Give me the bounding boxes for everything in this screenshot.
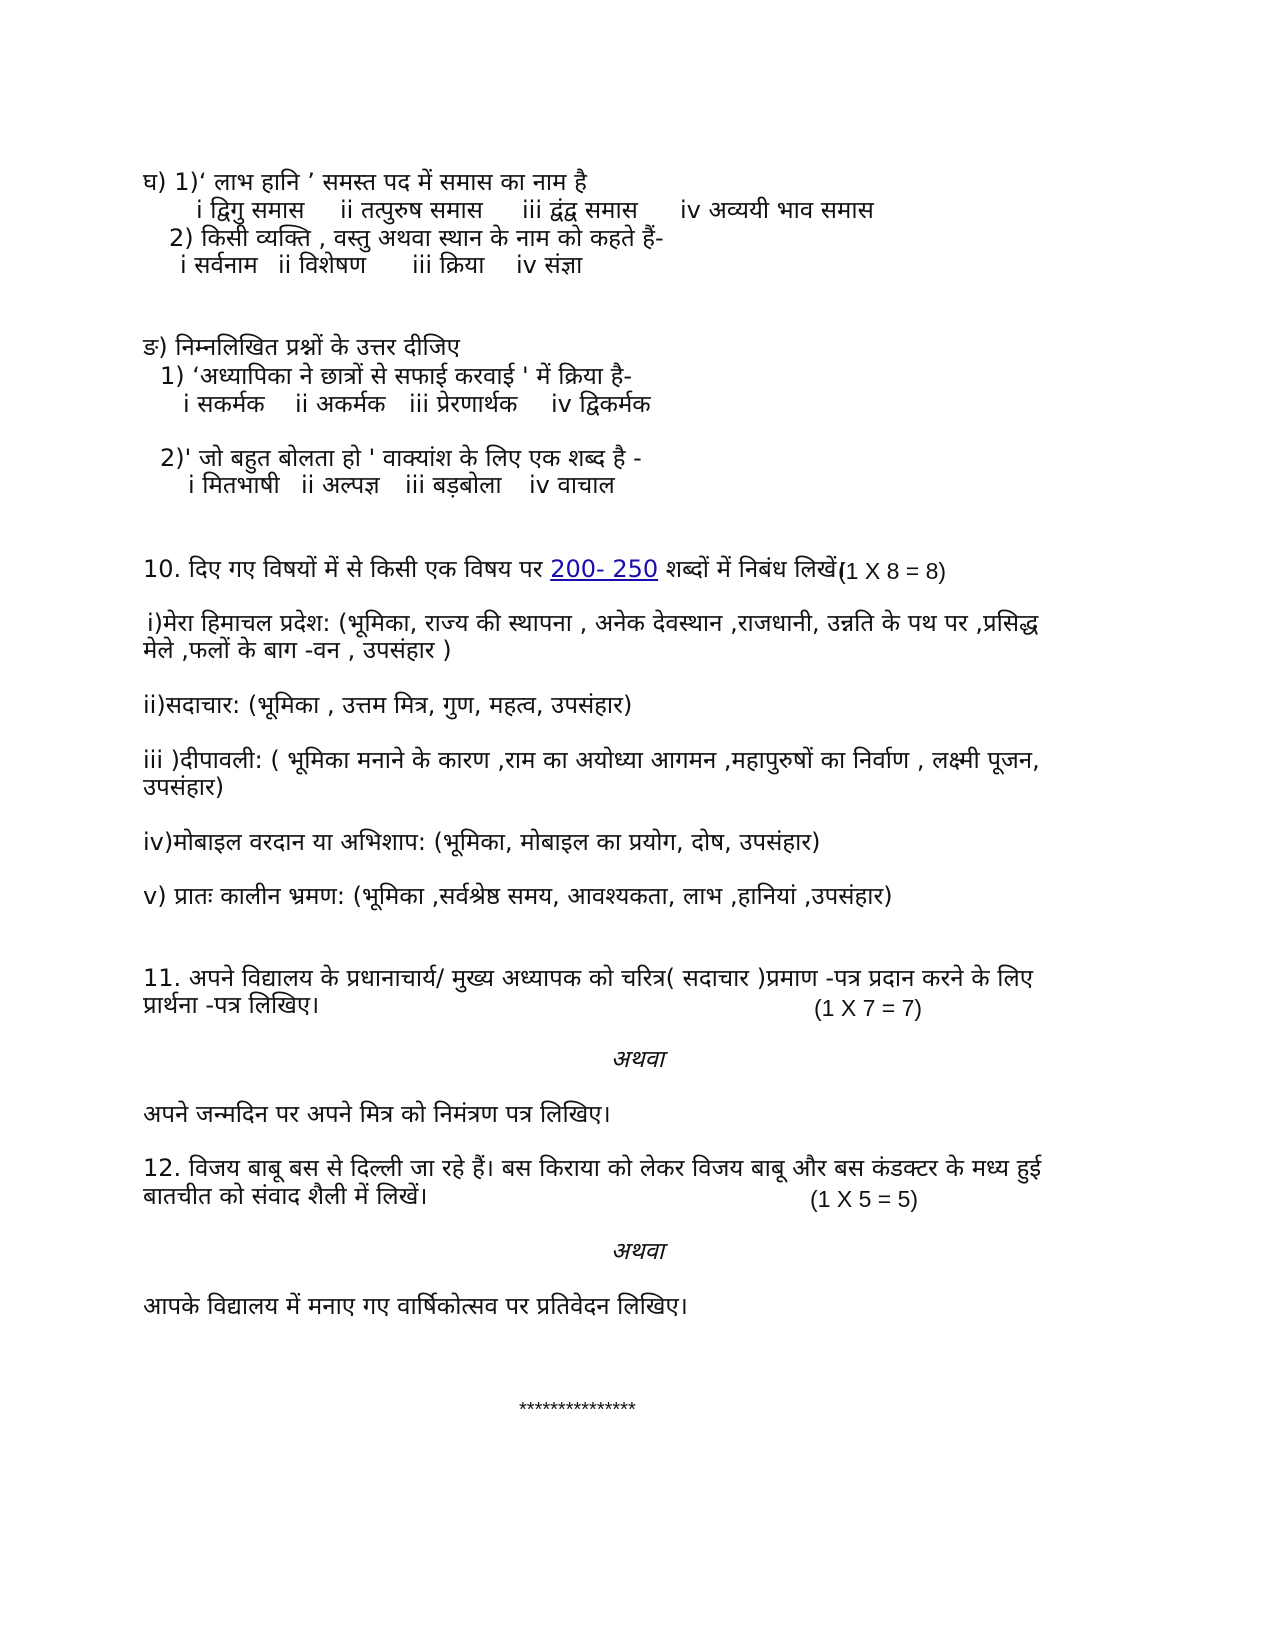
q10-topic-1-line-1: i)मेरा हिमाचल प्रदेश: (भूमिका, राज्य की स्थापना , अनेक देवस्थान ,राजधानी, उन्नति के पथ पर ,प्रसिद्ध — [147, 609, 1039, 637]
q10-topic-4: iv)मोबाइल वरदान या अभिशाप: (भूमिका, मोबाइल का प्रयोग, दोष, उपसंहार) — [143, 828, 821, 856]
q10-marks: (1 X 8 = 8) — [838, 558, 947, 584]
q10-topic-5: v) प्रातः कालीन भ्रमण: (भूमिका ,सर्वश्रेष्ठ समय, आवश्यकता, लाभ ,हानियां ,उपसंहार) — [143, 882, 893, 910]
q12-alternative: आपके विद्यालय में मनाए गए वार्षिकोत्सव पर प्रतिवेदन लिखिए। — [143, 1292, 688, 1320]
option: i मितभाषी — [188, 471, 280, 499]
q9ng-q1-options — [183, 390, 651, 418]
q10-heading — [143, 555, 845, 583]
option: iii द्वंद्व समास — [522, 196, 638, 224]
q10-suffix: शब्दों में निबंध लिखें। — [658, 555, 846, 583]
q11-or: अथवा — [610, 1045, 665, 1073]
q10-topic-2: ii)सदाचार: (भूमिका , उत्तम मित्र, गुण, महत्व, उपसंहार) — [143, 691, 633, 719]
q10-topic-3-line-2: उपसंहार) — [143, 773, 225, 801]
option: iv द्विकर्मक — [551, 390, 651, 418]
option: iii प्रेरणार्थक — [409, 390, 518, 418]
option: ii अल्पज्ञ — [301, 471, 380, 499]
q9gh-q2-text: 2) किसी व्यक्ति , वस्तु अथवा स्थान के नाम को कहते हैं- — [169, 224, 664, 252]
option: iv अव्ययी भाव समास — [680, 196, 874, 224]
option: i सकर्मक — [183, 390, 265, 418]
option: iv संज्ञा — [516, 251, 583, 279]
q11-marks: (1 X 7 = 7) — [814, 995, 923, 1021]
q10-word-limit-link[interactable]: 200- 250 — [550, 555, 659, 583]
q12-marks: (1 X 5 = 5) — [810, 1186, 919, 1212]
option: i सर्वनाम — [180, 251, 258, 279]
q9ng-q1-text: 1) ‘अध्यापिका ने छात्रों से सफाई करवाई ' में क्रिया है- — [160, 362, 633, 390]
q11-line-1: 11. अपने विद्यालय के प्रधानाचार्य/ मुख्य अध्यापक को चरित्र( सदाचार )प्रमाण -पत्र प्रदान करने के लिए — [143, 964, 1034, 992]
q11-alternative: अपने जन्मदिन पर अपने मित्र को निमंत्रण पत्र लिखिए। — [143, 1100, 611, 1128]
q9gh-q2-options — [180, 251, 582, 279]
q11-line-2: प्रार्थना -पत्र लिखिए। — [143, 991, 320, 1019]
option: iv वाचाल — [529, 471, 615, 499]
option: ii विशेषण — [278, 251, 367, 279]
option: ii तत्पुरुष समास — [340, 196, 483, 224]
option: ii अकर्मक — [295, 390, 386, 418]
end-marker: *************** — [519, 1399, 636, 1421]
q9gh-question-1 — [143, 168, 587, 196]
q9gh-q1-options — [196, 196, 874, 224]
option: i द्विगु समास — [196, 196, 305, 224]
q10-topic-1-line-2: मेले ,फलों के बाग -वन , उपसंहार ) — [143, 636, 452, 664]
option: iii क्रिया — [412, 251, 485, 279]
q9ng-q2-text: 2)' जो बहुत बोलता हो ' वाक्यांश के लिए एक शब्द है - — [160, 444, 642, 472]
q9ng-q2-options — [188, 471, 615, 499]
option: iii बड़बोला — [405, 471, 502, 499]
q12-or: अथवा — [610, 1237, 665, 1265]
q10-topic-3-line-1: iii )दीपावली: ( भूमिका मनाने के कारण ,राम का अयोध्या आगमन ,महापुरुषों का निर्वाण , लक्ष्मी पूजन, — [143, 746, 1040, 774]
q9ng-heading: ङ) निम्नलिखित प्रश्नों के उत्तर दीजिए — [143, 333, 460, 361]
q9gh-q1-text: 1)‘ लाभ हानि ’ समस्त पद में समास का नाम है — [174, 168, 587, 196]
q12-line-2: बातचीत को संवाद शैली में लिखें। — [143, 1182, 428, 1210]
q12-line-1: 12. विजय बाबू बस से दिल्ली जा रहे हैं। बस किराया को लेकर विजय बाबू और बस कंडक्टर के मध्य हुई — [143, 1154, 1042, 1182]
q9gh-label: घ) — [143, 168, 167, 196]
q10-prefix: 10. दिए गए विषयों में से किसी एक विषय पर — [143, 555, 551, 583]
